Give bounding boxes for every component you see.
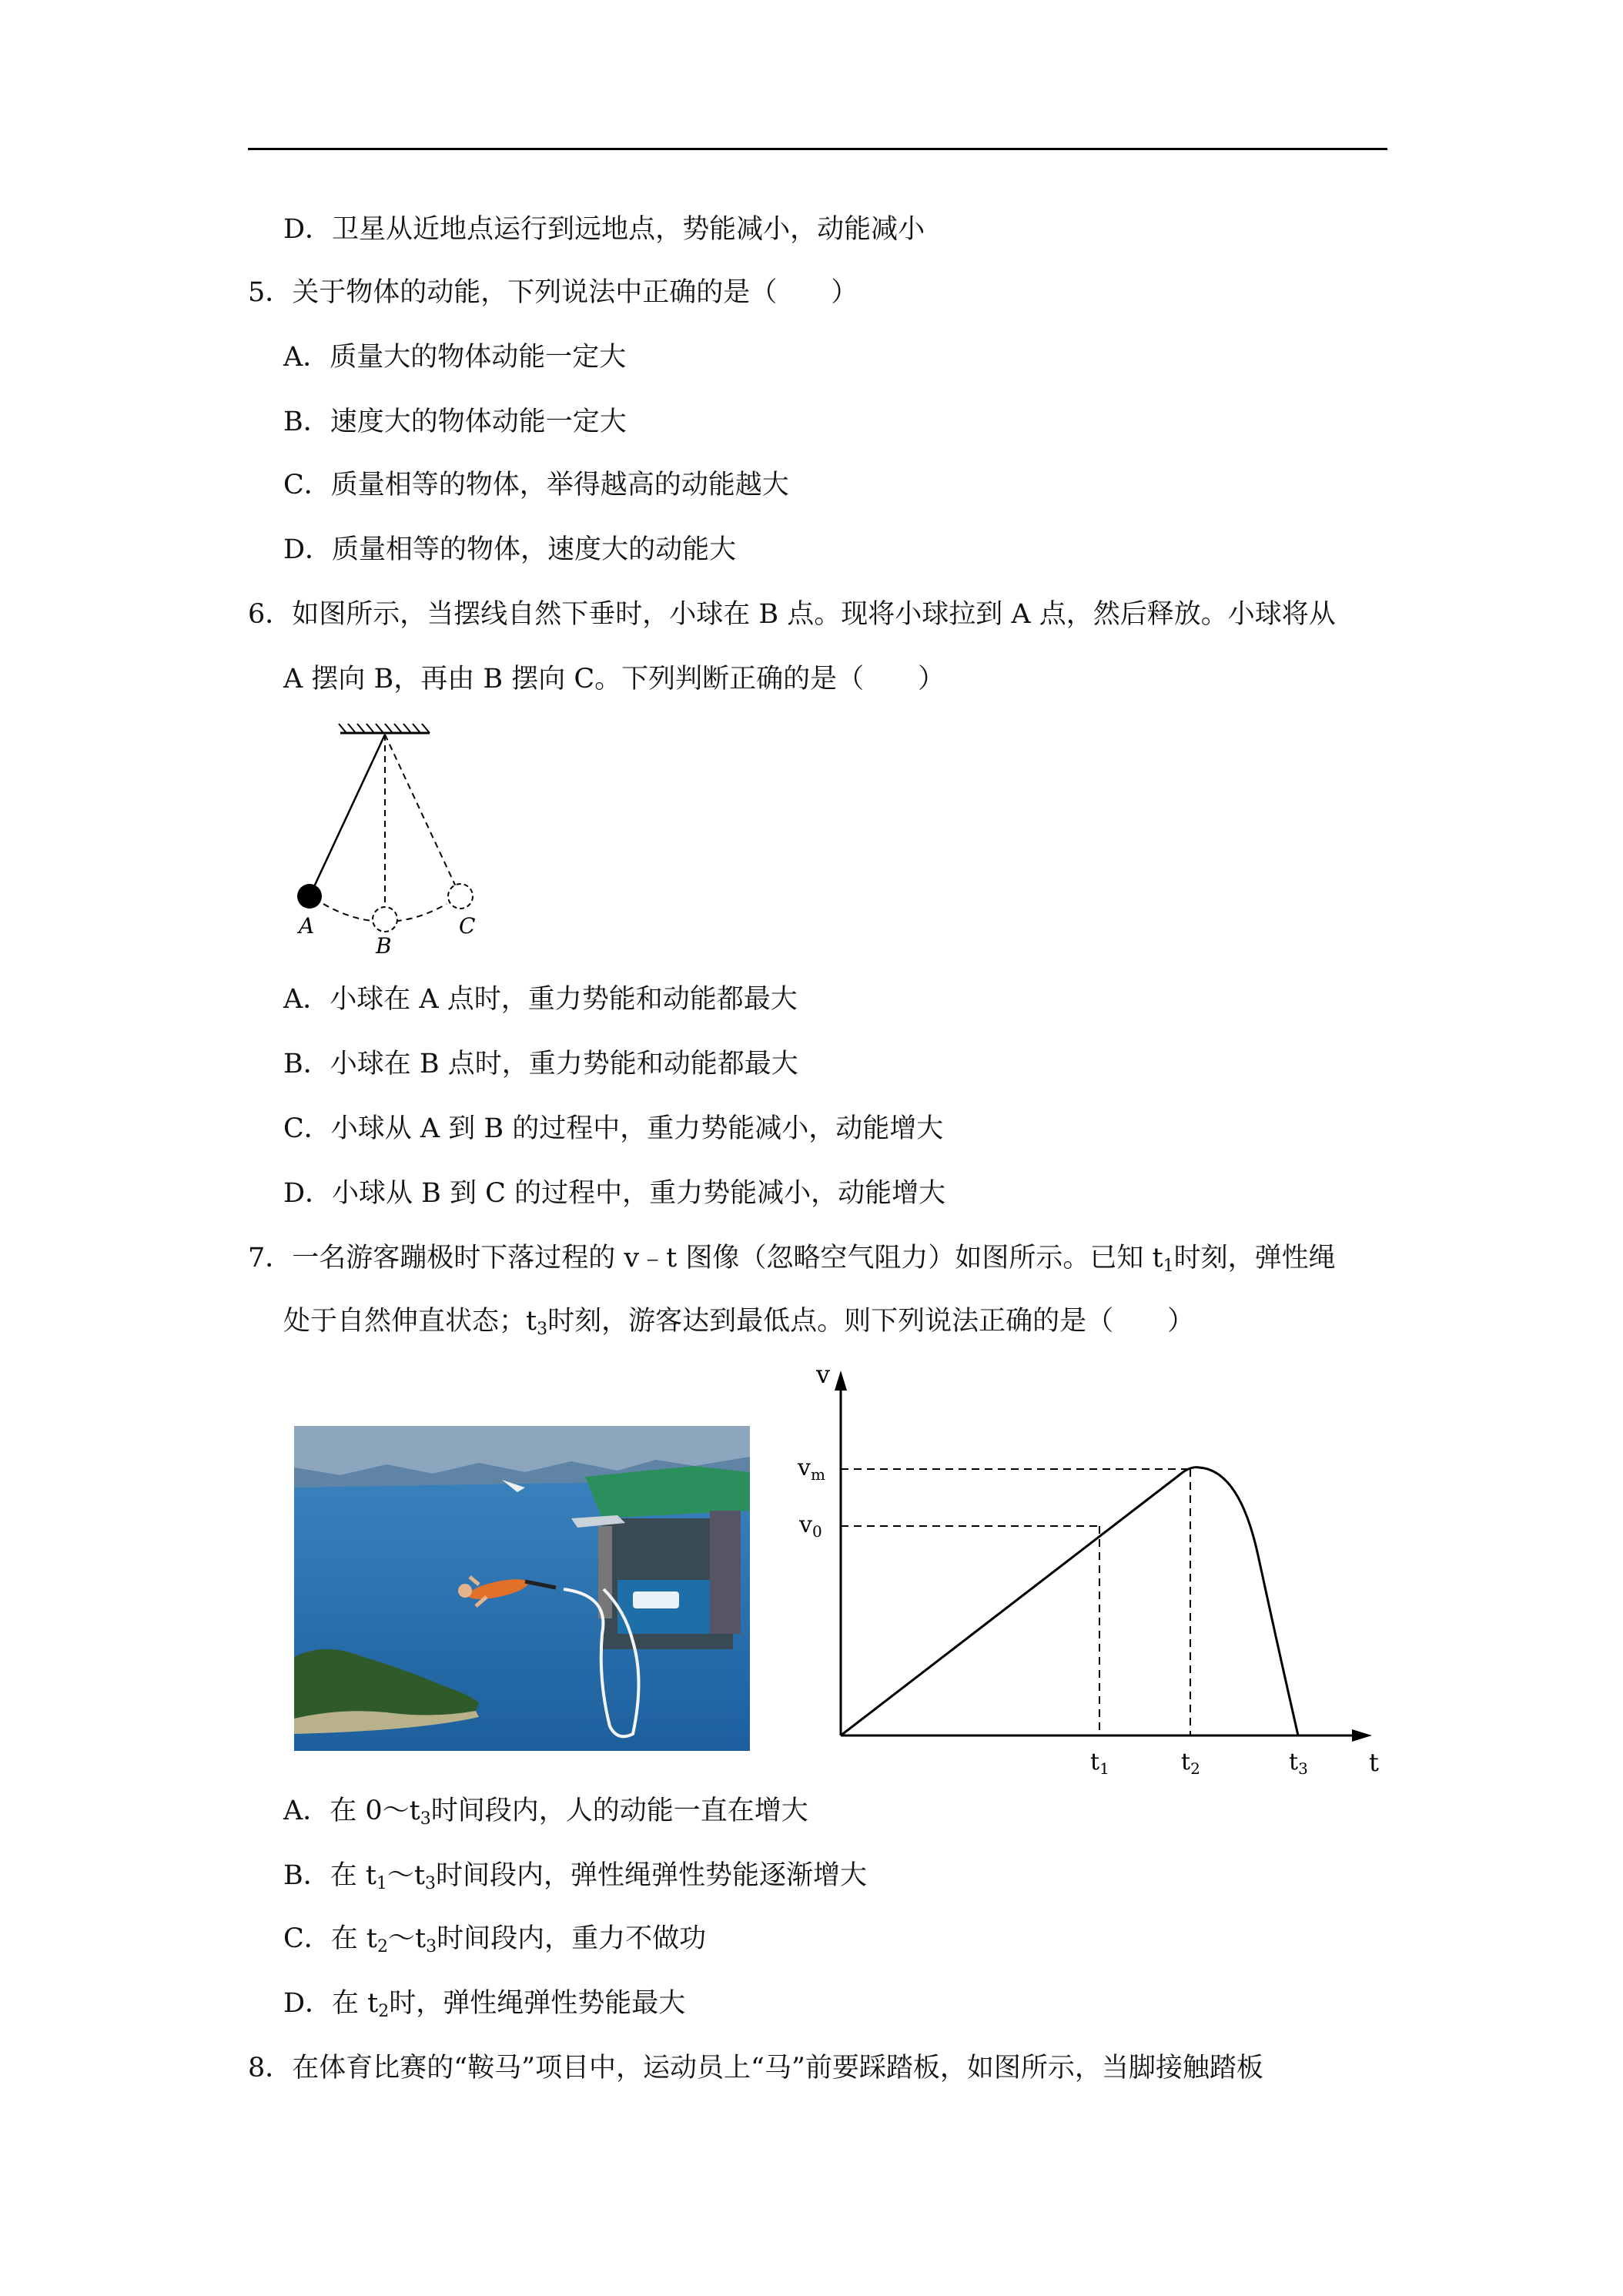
t2-label: $t_2$	[1181, 1749, 1200, 1778]
header-rule	[248, 148, 1387, 150]
q4-option-d: D．卫星从近地点运行到远地点，势能减小，动能减小	[283, 214, 925, 245]
q5-option-c: C．质量相等的物体，举得越高的动能越大	[283, 470, 789, 500]
q6-option-d: D．小球从 B 到 C 的过程中，重力势能减小，动能增大	[283, 1178, 946, 1209]
v-axis-label: v	[816, 1360, 831, 1389]
q7-option-a: A．在 $0\sim t_3$时间段内，人的动能一直在增大	[283, 1796, 808, 1829]
t-axis-label: t	[1369, 1748, 1379, 1777]
vt-curve	[841, 1468, 1298, 1735]
ball-c	[448, 884, 473, 909]
q6-option-a: A．小球在 A 点时，重力势能和动能都最大	[283, 984, 798, 1015]
q5-option-a: A．质量大的物体动能一定大	[283, 342, 627, 373]
t1-label: $t_1$	[1090, 1749, 1109, 1778]
q5-option-b: B．速度大的物体动能一定大	[283, 407, 627, 437]
q7-option-d: D．在 $t_2$时，弹性绳弹性势能最大	[283, 1988, 686, 2021]
label-b: B	[376, 933, 392, 959]
q6-stem-line1: 6．如图所示，当摆线自然下垂时，小球在 B 点。现将小球拉到 A 点，然后释放。小球将从	[248, 599, 1336, 630]
t3-label: $t_3$	[1289, 1749, 1308, 1778]
q6-stem-line2: A 摆向 B，再由 B 摆向 C。下列判断正确的是（ ）	[283, 664, 945, 694]
label-c: C	[459, 913, 476, 939]
q8-stem: 8．在体育比赛的“鞍马”项目中，运动员上“马”前要踩踏板，如图所示，当脚接触踏板	[248, 2053, 1263, 2083]
v-axis-arrow	[835, 1371, 847, 1391]
pendulum-figure	[285, 716, 516, 962]
q7-option-c: C．在 $t_2\sim t_3$时间段内，重力不做功	[283, 1923, 707, 1956]
q7-stem-line1: 7．一名游客蹦极时下落过程的 v﹣t 图像（忽略空气阻力）如图所示。已知 $t_1$时刻，弹性绳	[248, 1243, 1336, 1276]
t-axis-arrow	[1352, 1729, 1372, 1742]
q7-option-b: B．在 $t_1\sim t_3$时间段内，弹性绳弹性势能逐渐增大	[283, 1860, 868, 1893]
q5-stem: 5．关于物体的动能，下列说法中正确的是（ ）	[248, 277, 858, 308]
q7-stem-line2: 处于自然伸直状态；$t_3$时刻，游客达到最低点。则下列说法正确的是（ ）	[283, 1306, 1195, 1339]
q5-option-d: D．质量相等的物体，速度大的动能大	[283, 534, 737, 565]
q6-option-c: C．小球从 A 到 B 的过程中，重力势能减小，动能增大	[283, 1113, 944, 1144]
label-a: A	[299, 913, 315, 939]
v0-label: $v_0$	[799, 1511, 822, 1541]
vt-graph	[793, 1355, 1401, 1786]
ball-b	[373, 907, 397, 932]
bungee-photo	[294, 1426, 750, 1751]
ball-a	[297, 884, 322, 909]
q6-option-b: B．小球在 B 点时，重力势能和动能都最大	[283, 1049, 798, 1079]
vm-label: $v_m$	[798, 1454, 825, 1484]
